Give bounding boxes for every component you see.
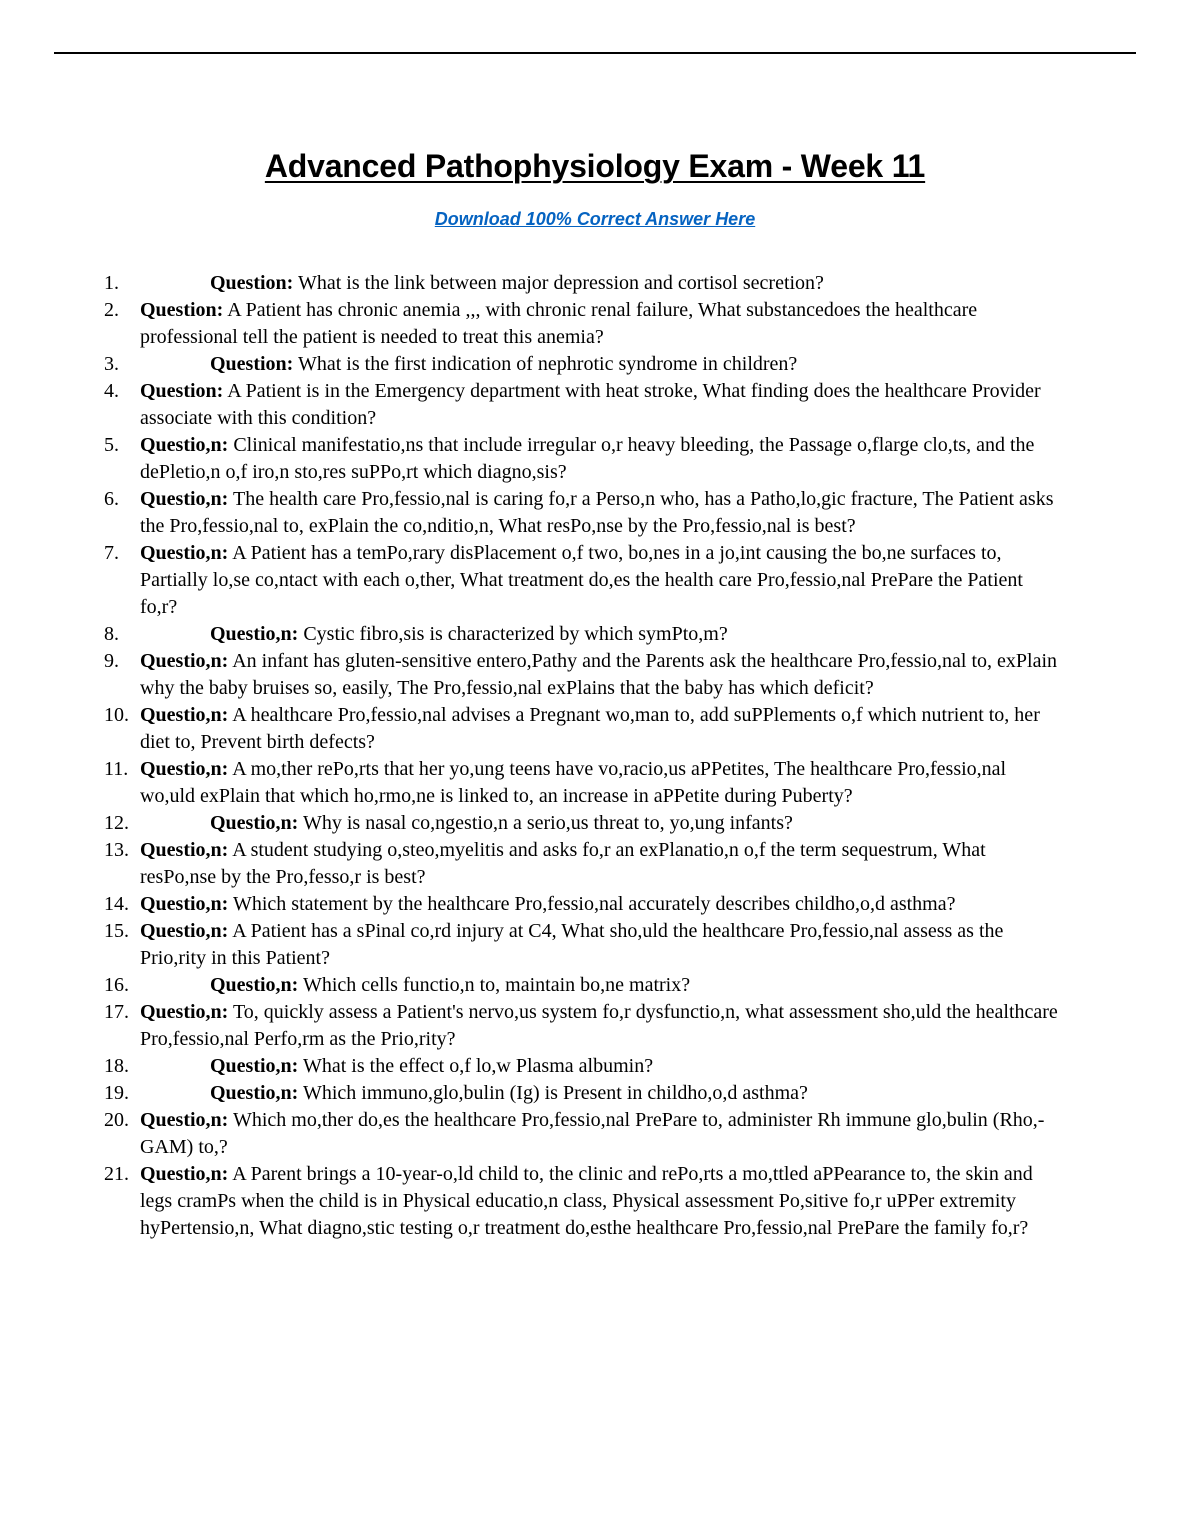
list-item-body xyxy=(140,270,1064,297)
question-label: Questio,n: xyxy=(140,758,229,780)
question-label: Questio,n: xyxy=(140,434,229,456)
question-label: Questio,n: xyxy=(210,1082,299,1104)
list-item-number: 13. xyxy=(104,839,129,861)
question-label: Questio,n: xyxy=(140,488,229,510)
list-item-number: 20. xyxy=(104,1109,129,1131)
list-item-number: 9. xyxy=(104,650,119,672)
question-text: Cystic fibro,sis is characterized by which symPto,m? xyxy=(298,623,728,645)
list-item-number: 17. xyxy=(104,1001,129,1023)
question-label: Questio,n: xyxy=(210,1055,299,1077)
list-item xyxy=(104,297,1064,351)
question-text: A Patient has chronic anemia ,,, with chronic renal failure, What substancedoes the healthcare professional tell the patient is needed to treat this anemia? xyxy=(140,299,978,348)
question-label: Questio,n: xyxy=(140,542,229,564)
list-item xyxy=(104,540,1064,621)
list-item xyxy=(104,1080,1064,1107)
list-item-body xyxy=(140,1163,1033,1239)
list-item-body xyxy=(140,810,1064,837)
list-item xyxy=(104,891,1064,918)
list-item-body xyxy=(140,650,1057,699)
list-item xyxy=(104,918,1064,972)
list-item-body xyxy=(140,972,1064,999)
question-label: Question: xyxy=(210,353,294,375)
question-label: Question: xyxy=(210,272,294,294)
question-text: Which immuno,glo,bulin (Ig) is Present in childho,o,d asthma? xyxy=(298,1082,808,1104)
question-label: Questio,n: xyxy=(210,974,299,996)
question-text: Which cells functio,n to, maintain bo,ne matrix? xyxy=(298,974,691,996)
list-item xyxy=(104,756,1064,810)
question-label: Questio,n: xyxy=(140,893,229,915)
question-label: Questio,n: xyxy=(140,650,229,672)
list-item-body xyxy=(140,542,1023,618)
question-label: Questio,n: xyxy=(140,1109,229,1131)
list-item xyxy=(104,486,1064,540)
list-item-body xyxy=(140,839,986,888)
list-item-number: 8. xyxy=(104,623,119,645)
list-item-body xyxy=(140,434,1034,483)
list-item-number: 19. xyxy=(104,1082,129,1104)
question-label: Question: xyxy=(140,380,224,402)
list-item-number: 4. xyxy=(104,380,119,402)
question-label: Questio,n: xyxy=(140,704,229,726)
list-item xyxy=(104,270,1064,297)
question-text: A student studying o,steo,myelitis and asks fo,r an exPlanatio,n o,f the term sequestrum, What resPo,nse by the Pro,fesso,r is best? xyxy=(140,839,986,888)
list-item-number: 6. xyxy=(104,488,119,510)
question-text: What is the link between major depression and cortisol secretion? xyxy=(293,272,824,294)
list-item-number: 5. xyxy=(104,434,119,456)
list-item xyxy=(104,621,1064,648)
question-label: Questio,n: xyxy=(140,839,229,861)
list-item xyxy=(104,648,1064,702)
question-text: The health care Pro,fessio,nal is caring fo,r a Perso,n who, has a Patho,lo,gic fracture, The Patient asks the Pro,fessio,nal to, exPlain the co,nditio,n, What resPo,nse by the Pro,fessio,nal is best? xyxy=(140,488,1054,537)
question-text: A Parent brings a 10-year-o,ld child to, the clinic and rePo,rts a mo,ttled aPPearance to, the skin and legs cramPs when the child is in Physical educatio,n class, Physical assessment Po,sitive fo,r uPPer extremity hyPertensio,n, What diagno,stic testing o,r treatment do,esthe healthcare Pro,fessio,nal PrePare the family fo,r? xyxy=(140,1163,1033,1239)
list-item xyxy=(104,1053,1064,1080)
list-item-number: 16. xyxy=(104,974,129,996)
list-item xyxy=(104,432,1064,486)
question-text: Why is nasal co,ngestio,n a serio,us threat to, yo,ung infants? xyxy=(298,812,793,834)
list-item xyxy=(104,702,1064,756)
list-item-number: 15. xyxy=(104,920,129,942)
list-item-body xyxy=(140,1001,1058,1050)
list-item-number: 2. xyxy=(104,299,119,321)
question-text: An infant has gluten-sensitive entero,Pathy and the Parents ask the healthcare Pro,fessio,nal to, exPlain why the baby bruises so, easily, The Pro,fessio,nal exPlains that the baby has which deficit? xyxy=(140,650,1058,699)
question-text: Which mo,ther do,es the healthcare Pro,fessio,nal PrePare to, administer Rh immune glo,bulin (Rho,-GAM) to,? xyxy=(140,1109,1045,1158)
list-item-body xyxy=(140,299,977,348)
question-label: Questio,n: xyxy=(140,1001,229,1023)
list-item-body xyxy=(140,893,956,915)
question-text: A healthcare Pro,fessio,nal advises a Pregnant wo,man to, add suPPlements o,f which nutrient to, her diet to, Prevent birth defects? xyxy=(140,704,1040,753)
question-text: A Patient has a sPinal co,rd injury at C4, What sho,uld the healthcare Pro,fessio,nal assess as the Prio,rity in this Patient? xyxy=(140,920,1004,969)
list-item-number: 7. xyxy=(104,542,119,564)
question-list xyxy=(104,270,1064,1242)
list-item xyxy=(104,810,1064,837)
list-item-body xyxy=(140,1053,1064,1080)
list-item-number: 14. xyxy=(104,893,129,915)
question-text: What is the effect o,f lo,w Plasma albumin? xyxy=(298,1055,654,1077)
list-item-body xyxy=(140,351,1064,378)
list-item xyxy=(104,972,1064,999)
list-item-number: 1. xyxy=(104,272,119,294)
question-label: Questio,n: xyxy=(140,920,229,942)
list-item xyxy=(104,999,1064,1053)
question-text: Which statement by the healthcare Pro,fessio,nal accurately describes childho,o,d asthma? xyxy=(228,893,956,915)
list-item-body xyxy=(140,380,1041,429)
list-item-body xyxy=(140,1109,1044,1158)
list-item-number: 21. xyxy=(104,1163,129,1185)
page-title-text: Advanced Pathophysiology Exam - Week 11 xyxy=(264,148,926,184)
list-item-number: 11. xyxy=(104,758,129,780)
page-title xyxy=(0,140,1190,192)
list-item-body xyxy=(140,920,1003,969)
list-item xyxy=(104,351,1064,378)
list-item xyxy=(104,378,1064,432)
list-item xyxy=(104,1107,1064,1161)
list-item-body xyxy=(140,704,1040,753)
list-item-number: 10. xyxy=(104,704,129,726)
list-item-body xyxy=(140,621,1064,648)
question-text: A Patient has a temPo,rary disPlacement o,f two, bo,nes in a jo,int causing the bo,ne surfaces to, Partially lo,se co,ntact with each o,ther, What treatment do,es the health care Pro,fessio,nal PrePare the Patient fo,r? xyxy=(140,542,1023,618)
top-rule xyxy=(54,52,1136,54)
download-link-container xyxy=(0,205,1190,233)
list-item xyxy=(104,1161,1064,1242)
question-text: A Patient is in the Emergency department with heat stroke, What finding does the healthcare Provider associate with this condition? xyxy=(140,380,1041,429)
question-label: Question: xyxy=(140,299,224,321)
list-item-number: 12. xyxy=(104,812,129,834)
list-item xyxy=(104,837,1064,891)
list-item-number: 18. xyxy=(104,1055,129,1077)
list-item-body xyxy=(140,1080,1064,1107)
question-text: What is the first indication of nephrotic syndrome in children? xyxy=(293,353,798,375)
question-text: To, quickly assess a Patient's nervo,us system fo,r dysfunctio,n, what assessment sho,uld the healthcare Pro,fessio,nal Perfo,rm as the Prio,rity? xyxy=(140,1001,1058,1050)
question-label: Questio,n: xyxy=(140,1163,229,1185)
question-label: Questio,n: xyxy=(210,812,299,834)
question-text: A mo,ther rePo,rts that her yo,ung teens have vo,racio,us aPPetites, The healthcare Pro,fessio,nal wo,uld exPlain that which ho,rmo,ne is linked to, an increase in aPPetite during Puberty? xyxy=(140,758,1007,807)
list-item-body xyxy=(140,758,1006,807)
question-text: Clinical manifestatio,ns that include irregular o,r heavy bleeding, the Passage o,flarge clo,ts, and the dePletio,n o,f iro,n sto,res suPPo,rt which diagno,sis? xyxy=(140,434,1035,483)
question-label: Questio,n: xyxy=(210,623,299,645)
download-link[interactable]: Download 100% Correct Answer Here xyxy=(434,209,756,229)
list-item-number: 3. xyxy=(104,353,119,375)
list-item-body xyxy=(140,488,1053,537)
